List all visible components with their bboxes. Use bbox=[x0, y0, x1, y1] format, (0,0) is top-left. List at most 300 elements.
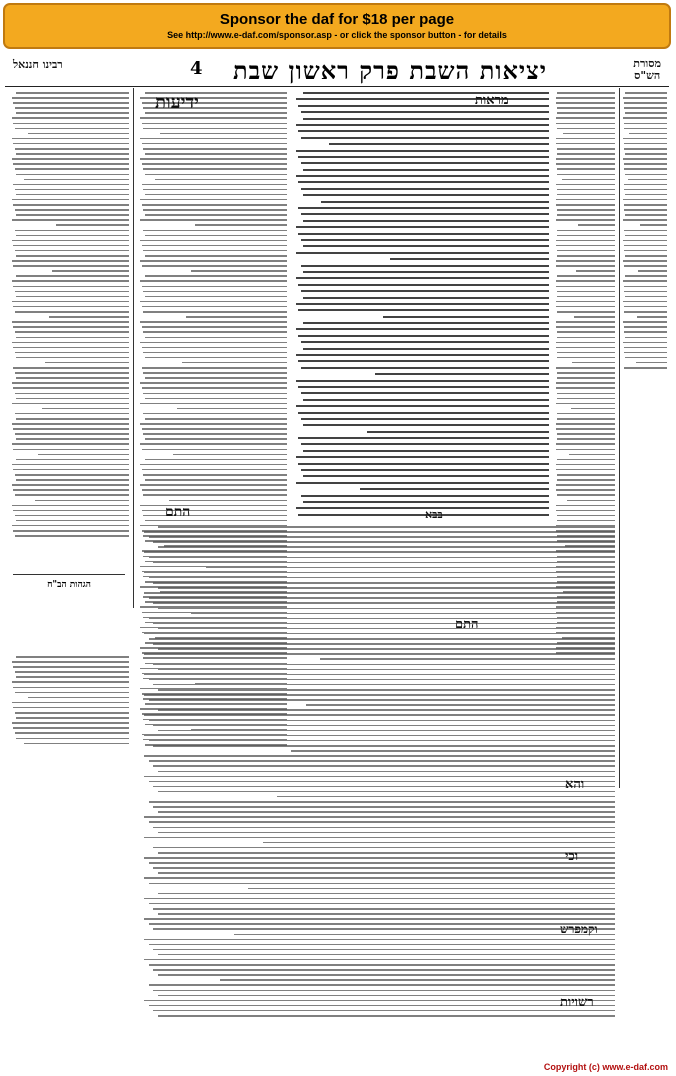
text-line bbox=[556, 489, 615, 491]
text-line bbox=[301, 239, 549, 241]
text-line bbox=[301, 495, 549, 497]
text-line bbox=[153, 684, 615, 686]
text-line bbox=[145, 438, 287, 440]
text-line bbox=[42, 408, 129, 410]
text-line bbox=[177, 408, 287, 410]
text-line bbox=[144, 857, 615, 859]
text-line bbox=[301, 418, 549, 420]
rashi-heading: רשויות bbox=[560, 995, 594, 1010]
text-line bbox=[140, 260, 287, 262]
text-line bbox=[623, 301, 667, 303]
text-line bbox=[303, 169, 549, 171]
text-line bbox=[144, 714, 615, 716]
text-line bbox=[15, 712, 129, 714]
text-line bbox=[142, 469, 287, 471]
text-line bbox=[623, 260, 667, 262]
text-line bbox=[13, 666, 129, 668]
text-line bbox=[303, 348, 549, 350]
text-line bbox=[144, 939, 615, 941]
text-line bbox=[624, 204, 667, 206]
text-line bbox=[16, 459, 129, 461]
text-line bbox=[556, 484, 615, 486]
text-line bbox=[153, 827, 615, 829]
text-line bbox=[625, 275, 667, 277]
text-line bbox=[145, 214, 287, 216]
text-line bbox=[140, 484, 287, 486]
text-line bbox=[557, 230, 615, 232]
text-line bbox=[624, 352, 667, 354]
text-line bbox=[624, 189, 667, 191]
text-line bbox=[140, 464, 287, 466]
text-line bbox=[557, 255, 615, 257]
text-line bbox=[144, 898, 615, 900]
text-line bbox=[367, 431, 549, 433]
text-line bbox=[149, 964, 615, 966]
text-line bbox=[153, 623, 615, 625]
text-line bbox=[144, 1000, 615, 1002]
text-line bbox=[153, 786, 615, 788]
text-line bbox=[624, 230, 667, 232]
text-line bbox=[153, 806, 615, 808]
text-line bbox=[624, 102, 667, 104]
text-line bbox=[13, 204, 129, 206]
text-line bbox=[557, 153, 615, 155]
text-line bbox=[624, 367, 667, 369]
text-line bbox=[12, 702, 129, 704]
text-line bbox=[16, 92, 129, 94]
text-line bbox=[303, 297, 549, 299]
text-line bbox=[303, 194, 549, 196]
text-line bbox=[557, 459, 615, 461]
text-line bbox=[303, 475, 549, 477]
text-line bbox=[557, 433, 615, 435]
text-line bbox=[298, 335, 549, 337]
text-line bbox=[321, 201, 549, 203]
copyright-footer[interactable]: Copyright (c) www.e-daf.com bbox=[543, 1062, 668, 1072]
text-line bbox=[557, 413, 615, 415]
text-line bbox=[149, 720, 615, 722]
text-line bbox=[557, 214, 615, 216]
text-line bbox=[143, 331, 287, 333]
text-line bbox=[158, 872, 615, 874]
text-line bbox=[298, 309, 549, 311]
text-line bbox=[277, 796, 615, 798]
text-line bbox=[143, 494, 287, 496]
text-line bbox=[301, 111, 549, 113]
text-line bbox=[169, 500, 287, 502]
text-line bbox=[13, 286, 129, 288]
text-line bbox=[298, 105, 549, 107]
text-line bbox=[142, 347, 287, 349]
text-line bbox=[569, 454, 615, 456]
text-line bbox=[15, 474, 129, 476]
text-line bbox=[158, 709, 615, 711]
text-line bbox=[320, 658, 615, 660]
sponsor-banner[interactable] bbox=[3, 3, 671, 49]
text-line bbox=[301, 162, 549, 164]
text-line bbox=[576, 270, 615, 272]
text-line bbox=[15, 311, 129, 313]
text-line bbox=[636, 362, 667, 364]
text-line bbox=[574, 316, 615, 318]
text-line bbox=[142, 245, 287, 247]
text-line bbox=[623, 219, 667, 221]
text-line bbox=[12, 240, 129, 242]
text-line bbox=[149, 984, 615, 986]
text-line bbox=[13, 306, 129, 308]
text-line bbox=[153, 908, 615, 910]
text-line bbox=[556, 443, 615, 445]
text-line bbox=[12, 525, 129, 527]
text-line bbox=[625, 194, 667, 196]
text-line bbox=[567, 500, 615, 502]
text-line bbox=[16, 235, 129, 237]
text-line bbox=[140, 505, 287, 507]
text-line bbox=[557, 372, 615, 374]
text-line bbox=[557, 168, 615, 170]
text-line bbox=[557, 479, 615, 481]
text-line bbox=[158, 608, 615, 610]
text-line bbox=[556, 505, 615, 507]
right-margin-column bbox=[623, 92, 667, 392]
text-line bbox=[623, 321, 667, 323]
text-line bbox=[296, 277, 549, 279]
text-line bbox=[557, 494, 615, 496]
text-line bbox=[38, 454, 129, 456]
text-line bbox=[556, 403, 615, 405]
text-line bbox=[142, 123, 287, 125]
text-line bbox=[298, 181, 549, 183]
text-line bbox=[628, 179, 667, 181]
text-line bbox=[303, 220, 549, 222]
text-line bbox=[298, 386, 549, 388]
text-line bbox=[28, 697, 129, 699]
text-line bbox=[16, 112, 129, 114]
text-line bbox=[298, 514, 549, 516]
text-line bbox=[556, 199, 615, 201]
text-line bbox=[556, 306, 615, 308]
text-line bbox=[153, 562, 615, 564]
text-line bbox=[557, 174, 615, 176]
text-line bbox=[15, 372, 129, 374]
text-line bbox=[13, 163, 129, 165]
text-line bbox=[303, 118, 549, 120]
text-line bbox=[556, 260, 615, 262]
text-line bbox=[556, 204, 615, 206]
text-line bbox=[16, 214, 129, 216]
text-line bbox=[158, 648, 615, 650]
text-line bbox=[143, 474, 287, 476]
text-line bbox=[153, 765, 615, 767]
text-line bbox=[140, 138, 287, 140]
text-line bbox=[301, 367, 549, 369]
side-notes-label: הגהות הב"ח bbox=[47, 580, 91, 590]
text-line bbox=[142, 265, 287, 267]
text-line bbox=[158, 587, 615, 589]
text-line bbox=[624, 326, 667, 328]
text-line bbox=[13, 449, 129, 451]
text-line bbox=[625, 296, 667, 298]
text-line bbox=[248, 888, 615, 890]
text-line bbox=[149, 536, 615, 538]
text-line bbox=[556, 464, 615, 466]
sponsor-subtitle: See http://www.e-daf.com/sponsor.asp - or click the sponsor button - for details bbox=[167, 30, 507, 40]
text-line bbox=[557, 357, 615, 359]
text-line bbox=[142, 387, 287, 389]
text-line bbox=[158, 852, 615, 854]
tractate-title: יציאות השבת פרק ראשון שבת bbox=[232, 56, 548, 85]
text-line bbox=[145, 357, 287, 359]
text-line bbox=[143, 148, 287, 150]
text-line bbox=[153, 1010, 615, 1012]
text-line bbox=[625, 112, 667, 114]
text-line bbox=[556, 240, 615, 242]
text-line bbox=[557, 92, 615, 94]
text-line bbox=[301, 213, 549, 215]
text-line bbox=[143, 128, 287, 130]
text-line bbox=[144, 959, 615, 961]
text-line bbox=[303, 450, 549, 452]
text-line bbox=[296, 456, 549, 458]
text-line bbox=[15, 671, 129, 673]
text-line bbox=[624, 107, 667, 109]
text-line bbox=[182, 362, 287, 364]
text-line bbox=[158, 669, 615, 671]
text-line bbox=[158, 913, 615, 915]
text-line bbox=[296, 98, 549, 100]
text-line bbox=[140, 219, 287, 221]
text-line bbox=[556, 219, 615, 221]
text-line bbox=[234, 934, 615, 936]
text-line bbox=[624, 331, 667, 333]
text-line bbox=[298, 207, 549, 209]
text-line bbox=[263, 842, 615, 844]
text-line bbox=[158, 974, 615, 976]
text-line bbox=[153, 969, 615, 971]
text-line bbox=[637, 316, 667, 318]
text-line bbox=[144, 531, 615, 533]
right-margin-title: מסורת הש"ס bbox=[633, 57, 661, 82]
text-line bbox=[153, 990, 615, 992]
text-line bbox=[12, 158, 129, 160]
text-line bbox=[556, 158, 615, 160]
text-line bbox=[556, 510, 615, 512]
text-line bbox=[303, 245, 549, 247]
text-line bbox=[557, 311, 615, 313]
text-line bbox=[142, 286, 287, 288]
text-line bbox=[556, 286, 615, 288]
text-line bbox=[557, 393, 615, 395]
text-line bbox=[12, 443, 129, 445]
text-line bbox=[160, 133, 287, 135]
text-line bbox=[144, 918, 615, 920]
text-line bbox=[143, 291, 287, 293]
text-line bbox=[149, 760, 615, 762]
text-line bbox=[12, 301, 129, 303]
text-line bbox=[149, 740, 615, 742]
text-line bbox=[390, 258, 549, 260]
text-line bbox=[220, 979, 615, 981]
text-line bbox=[556, 321, 615, 323]
text-line bbox=[153, 541, 615, 543]
text-line bbox=[623, 199, 667, 201]
text-line bbox=[15, 515, 129, 517]
text-line bbox=[16, 738, 129, 740]
text-line bbox=[578, 224, 615, 226]
text-line bbox=[140, 301, 287, 303]
text-line bbox=[556, 367, 615, 369]
text-line bbox=[158, 832, 615, 834]
text-line bbox=[296, 354, 549, 356]
text-line bbox=[16, 174, 129, 176]
left-commentary-title: רבינו חננאל bbox=[13, 58, 63, 71]
text-line bbox=[298, 360, 549, 362]
text-line bbox=[143, 189, 287, 191]
text-line bbox=[149, 679, 615, 681]
text-line bbox=[16, 194, 129, 196]
text-line bbox=[303, 501, 549, 503]
text-line bbox=[624, 168, 667, 170]
text-line bbox=[556, 123, 615, 125]
text-line bbox=[145, 235, 287, 237]
text-line bbox=[13, 510, 129, 512]
text-line bbox=[556, 245, 615, 247]
text-line bbox=[625, 153, 667, 155]
text-line bbox=[145, 275, 287, 277]
text-line bbox=[624, 347, 667, 349]
text-line bbox=[623, 138, 667, 140]
text-line bbox=[149, 944, 615, 946]
text-line bbox=[12, 505, 129, 507]
text-line bbox=[556, 265, 615, 267]
text-line bbox=[15, 128, 129, 130]
gemara-opening-word: ידיעות bbox=[155, 92, 199, 113]
page-number: 4 bbox=[190, 58, 203, 79]
text-line bbox=[144, 837, 615, 839]
talmud-page bbox=[5, 56, 669, 1056]
text-line bbox=[624, 311, 667, 313]
text-line bbox=[12, 382, 129, 384]
text-line bbox=[557, 209, 615, 211]
text-line bbox=[303, 322, 549, 324]
text-line bbox=[556, 97, 615, 99]
text-line bbox=[149, 903, 615, 905]
text-line bbox=[301, 341, 549, 343]
text-line bbox=[145, 418, 287, 420]
text-line bbox=[12, 321, 129, 323]
text-line bbox=[149, 577, 615, 579]
text-line bbox=[140, 199, 287, 201]
text-line bbox=[140, 443, 287, 445]
text-line bbox=[145, 153, 287, 155]
text-line bbox=[624, 291, 667, 293]
text-line bbox=[140, 382, 287, 384]
text-line bbox=[563, 133, 615, 135]
text-line bbox=[149, 883, 615, 885]
text-line bbox=[298, 437, 549, 439]
text-line bbox=[16, 520, 129, 522]
text-line bbox=[625, 337, 667, 339]
text-line bbox=[158, 689, 615, 691]
text-line bbox=[329, 143, 549, 145]
text-line bbox=[13, 102, 129, 104]
text-line bbox=[557, 235, 615, 237]
text-line bbox=[375, 373, 549, 375]
text-line bbox=[15, 494, 129, 496]
text-line bbox=[303, 92, 549, 94]
text-line bbox=[16, 275, 129, 277]
text-line bbox=[16, 438, 129, 440]
text-line bbox=[562, 179, 615, 181]
text-line bbox=[142, 306, 287, 308]
text-line bbox=[28, 133, 129, 135]
text-line bbox=[624, 245, 667, 247]
text-line bbox=[306, 704, 615, 706]
text-line bbox=[640, 224, 667, 226]
text-line bbox=[556, 428, 615, 430]
text-line bbox=[624, 265, 667, 267]
text-line bbox=[15, 535, 129, 537]
text-line bbox=[12, 117, 129, 119]
text-line bbox=[142, 367, 287, 369]
text-line bbox=[149, 638, 615, 640]
text-line bbox=[142, 510, 287, 512]
text-line bbox=[143, 393, 287, 395]
text-line bbox=[16, 656, 129, 658]
text-line bbox=[144, 572, 615, 574]
text-line bbox=[13, 143, 129, 145]
text-line bbox=[191, 270, 287, 272]
text-line bbox=[15, 352, 129, 354]
text-line bbox=[298, 130, 549, 132]
text-line bbox=[143, 413, 287, 415]
text-line bbox=[158, 628, 615, 630]
text-line bbox=[13, 245, 129, 247]
text-line bbox=[191, 613, 615, 615]
text-line bbox=[16, 418, 129, 420]
text-line bbox=[571, 408, 615, 410]
page-header bbox=[5, 56, 669, 88]
text-line bbox=[186, 316, 287, 318]
text-line bbox=[140, 240, 287, 242]
text-line bbox=[296, 328, 549, 330]
text-line bbox=[13, 469, 129, 471]
text-line bbox=[142, 326, 287, 328]
text-line bbox=[15, 331, 129, 333]
text-line bbox=[13, 367, 129, 369]
text-line bbox=[15, 732, 129, 734]
text-line bbox=[144, 674, 615, 676]
text-line bbox=[149, 699, 615, 701]
text-line bbox=[557, 438, 615, 440]
text-line bbox=[158, 771, 615, 773]
text-line bbox=[15, 692, 129, 694]
text-line bbox=[153, 847, 615, 849]
text-line bbox=[140, 158, 287, 160]
text-line bbox=[153, 949, 615, 951]
text-line bbox=[173, 454, 287, 456]
text-line bbox=[15, 433, 129, 435]
text-line bbox=[12, 280, 129, 282]
text-line bbox=[556, 280, 615, 282]
text-line bbox=[624, 148, 667, 150]
text-line bbox=[15, 189, 129, 191]
text-line bbox=[556, 342, 615, 344]
text-line bbox=[556, 469, 615, 471]
text-line bbox=[624, 123, 667, 125]
commentary-block bbox=[139, 526, 615, 1051]
text-line bbox=[195, 224, 287, 226]
